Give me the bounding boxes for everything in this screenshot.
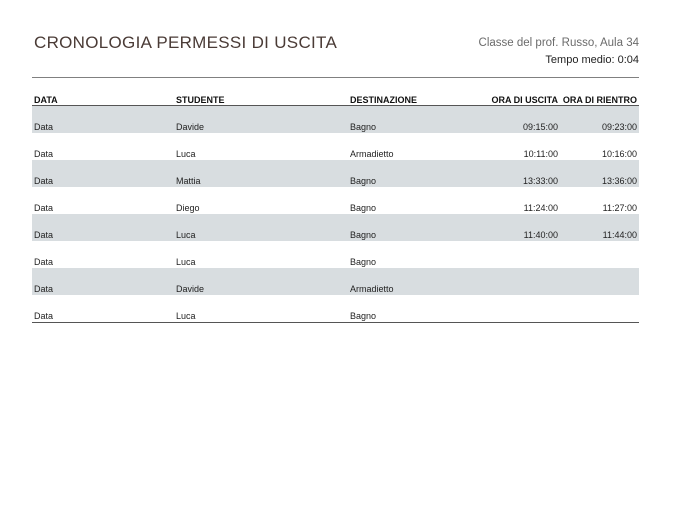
cell-ora-uscita[interactable]: 11:40:00	[473, 214, 560, 241]
cell-studente[interactable]: Mattia	[174, 160, 348, 187]
table-row	[32, 295, 639, 323]
table-header-row	[32, 92, 639, 106]
cell-destinazione[interactable]: Armadietto	[348, 268, 473, 295]
cell-ora-uscita[interactable]: 09:15:00	[473, 106, 560, 134]
cell-destinazione[interactable]: Bagno	[348, 214, 473, 241]
cell-data[interactable]: Data	[32, 106, 174, 134]
column-header-ora-rientro[interactable]: ORA DI RIENTRO	[560, 92, 639, 106]
cell-studente[interactable]: Luca	[176, 257, 196, 267]
page-title: CRONOLOGIA PERMESSI DI USCITA	[34, 33, 338, 52]
cell-ora-rientro[interactable]	[560, 241, 639, 268]
cell-ora-uscita[interactable]	[473, 241, 560, 268]
cell-ora-rientro[interactable]: 13:36:00	[560, 160, 639, 187]
cell-studente[interactable]: Diego	[176, 203, 200, 213]
cell-ora-rientro[interactable]: 10:16:00	[601, 149, 637, 159]
cell-data[interactable]: Data	[34, 149, 54, 159]
cell-data[interactable]: Data	[32, 268, 174, 295]
cell-studente[interactable]: Luca	[176, 149, 196, 159]
column-header-studente[interactable]: STUDENTE	[174, 92, 348, 106]
cell-ora-uscita[interactable]	[473, 268, 560, 295]
table-row	[32, 268, 639, 295]
class-info: Classe del prof. Russo, Aula 34	[478, 37, 639, 49]
average-time	[545, 54, 639, 66]
cell-data[interactable]: Data	[32, 295, 174, 323]
column-header-ora-uscita[interactable]: ORA DI USCITA	[473, 92, 560, 106]
permissions-table	[32, 92, 639, 323]
cell-destinazione[interactable]: Bagno	[348, 106, 473, 134]
cell-ora-rientro[interactable]	[560, 295, 639, 323]
table-row	[32, 187, 639, 214]
table-row	[32, 214, 639, 241]
table-row	[32, 241, 639, 268]
cell-studente[interactable]: Luca	[174, 295, 348, 323]
cell-ora-rientro[interactable]	[560, 268, 639, 295]
cell-studente[interactable]: Davide	[174, 106, 348, 134]
cell-destinazione[interactable]: Armadietto	[350, 149, 394, 159]
average-time-label: Tempo medio:	[545, 54, 615, 66]
average-time-value: 0:04	[617, 54, 639, 66]
cell-data[interactable]: Data	[32, 160, 174, 187]
cell-ora-uscita[interactable]: 11:24:00	[523, 203, 558, 213]
cell-ora-uscita[interactable]: 10:11:00	[523, 149, 558, 159]
cell-data[interactable]: Data	[34, 203, 54, 213]
cell-destinazione[interactable]: Bagno	[350, 203, 377, 213]
header-divider	[32, 77, 639, 78]
table-row	[32, 133, 639, 160]
cell-studente[interactable]: Davide	[174, 268, 348, 295]
column-header-data[interactable]: DATA	[32, 92, 174, 106]
table-row	[32, 160, 639, 187]
cell-ora-rientro[interactable]: 09:23:00	[560, 106, 639, 134]
cell-ora-rientro[interactable]: 11:44:00	[560, 214, 639, 241]
cell-destinazione[interactable]: Bagno	[350, 257, 377, 267]
cell-ora-uscita[interactable]: 13:33:00	[473, 160, 560, 187]
column-header-destinazione[interactable]: DESTINAZIONE	[348, 92, 473, 106]
cell-ora-uscita[interactable]	[473, 295, 560, 323]
cell-destinazione[interactable]: Bagno	[348, 160, 473, 187]
cell-destinazione[interactable]: Bagno	[348, 295, 473, 323]
cell-studente[interactable]: Luca	[174, 214, 348, 241]
cell-data[interactable]: Data	[34, 257, 54, 267]
cell-ora-rientro[interactable]: 11:27:00	[602, 203, 637, 213]
table-row	[32, 106, 639, 134]
cell-data[interactable]: Data	[32, 214, 174, 241]
